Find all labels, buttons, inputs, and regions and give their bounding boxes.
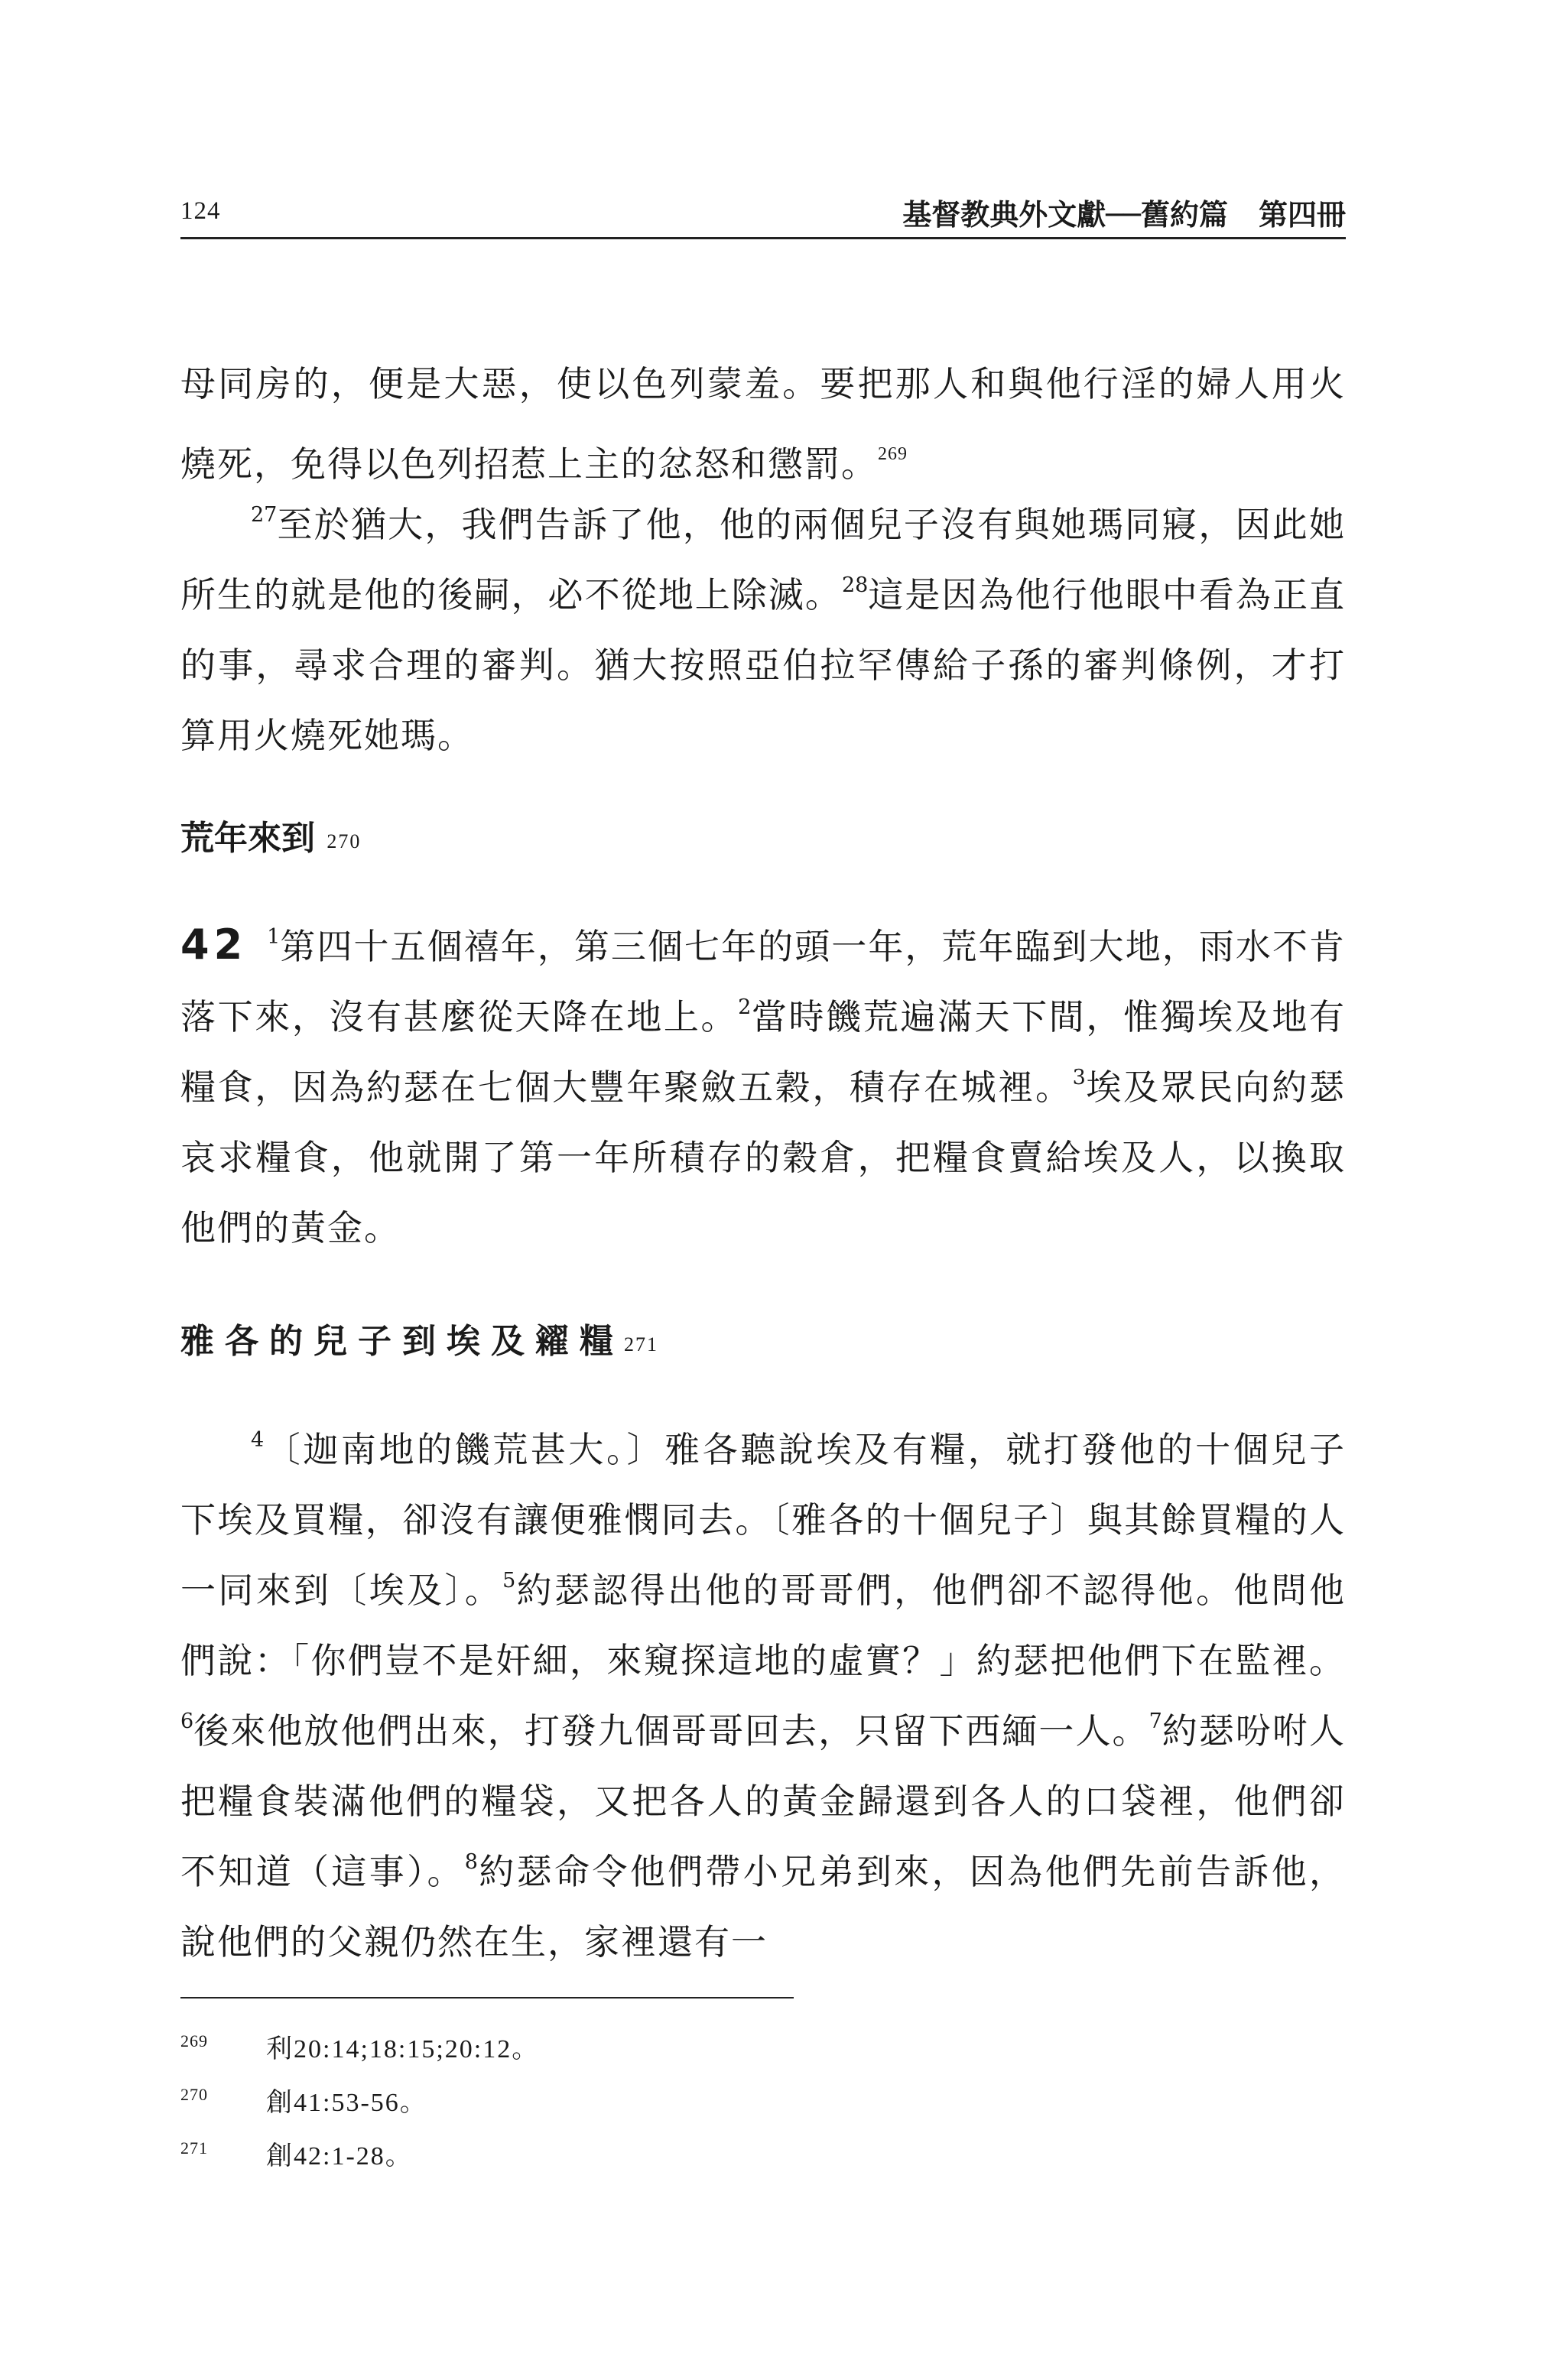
verse-number-28: 28	[841, 573, 869, 597]
verse-number-8: 8	[464, 1850, 478, 1874]
paragraph-continuation	[180, 349, 1346, 499]
running-head	[902, 191, 1346, 233]
running-title: 基督教典外文獻──舊約篇	[902, 198, 1228, 232]
section-heading-famine	[180, 810, 361, 859]
verse-1-text: 第四十五個禧年，第三個七年的頭一年，荒年臨到大地，雨水不肯落下來，沒有甚麼從天降在地上。	[180, 926, 1346, 1037]
page-header	[180, 191, 1346, 239]
section-heading-jacobs-sons	[180, 1313, 658, 1362]
verse-4-text: 〔迦南地的饑荒甚大。〕雅各聽說埃及有糧，就打發他的十個兒子下埃及買糧，卻沒有讓便雅憫同去。〔雅各的十個兒子〕與其餘買糧的人一同來到〔埃及〕。	[180, 1429, 1346, 1611]
verse-number-7: 7	[1149, 1710, 1162, 1733]
verse-2-text: 當時饑荒遍滿天下間，惟獨埃及地有糧食，因為約瑟在七個大豐年聚斂五穀，積存在城裡。	[180, 996, 1347, 1108]
verse-27-text: 至於猶大，我們告訴了他，他的兩個兒子沒有與她瑪同寢，因此她所生的就是他的後嗣，必不從地上除滅。	[180, 504, 1346, 615]
verse-28-text: 這是因為他行他眼中看為正直的事，尋求合理的審判。猶大按照亞伯拉罕傳給子孫的審判條例，才打算用火燒死她瑪。	[180, 574, 1347, 756]
verse-number-1: 1	[267, 925, 281, 949]
verse-number-4: 4	[251, 1428, 265, 1452]
verse-5-text: 約瑟認得出他的哥哥們，他們卻不認得他。他問他們說：「你們豈不是奸細，來窺探這地的虛實？」約瑟把他們下在監裡。	[180, 1570, 1347, 1681]
footnote-ref-271: 271	[624, 1333, 658, 1356]
chapter-number: 42	[180, 921, 248, 969]
footnote-text: 創41:53-56。	[266, 2089, 427, 2117]
volume-label: 第四冊	[1258, 198, 1346, 232]
section-title: 雅各的兒子到埃及糴糧	[180, 1322, 624, 1361]
footnote-text: 創42:1-28。	[266, 2142, 413, 2171]
header-rule	[180, 237, 1346, 239]
verse-number-27: 27	[251, 503, 278, 527]
verse-8-text: 約瑟命令他們帶小兄弟到來，因為他們先前告訴他，說他們的父親仍然在生，家裡還有一	[180, 1851, 1347, 1963]
verse-number-3: 3	[1072, 1066, 1086, 1089]
paragraph-verses-4-8	[180, 1414, 1346, 1977]
verse-7-text: 約瑟吩咐人把糧食裝滿他們的糧袋，又把各人的黃金歸還到各人的口袋裡，他們卻不知道（這事）。	[180, 1710, 1347, 1892]
page-number: 124	[180, 197, 221, 225]
section-title: 荒年來到	[180, 819, 315, 858]
footnote-marker: 269	[180, 2031, 208, 2050]
paragraph-text: 母同房的，便是大惡，使以色列蒙羞。要把那人和與他行淫的婦人用火燒死，免得以色列招惹上主的忿怒和懲罰。	[180, 363, 1346, 485]
footnote-ref-269: 269	[878, 444, 908, 464]
footnote-ref-270: 270	[327, 830, 362, 852]
footnote-rule	[180, 1997, 794, 1998]
footnote-marker: 271	[180, 2138, 208, 2158]
verse-number-6: 6	[180, 1710, 194, 1733]
footnote-270	[180, 2080, 427, 2119]
paragraph-verses-27-28	[180, 489, 1346, 771]
footnote-271	[180, 2133, 413, 2172]
footnote-marker: 270	[180, 2085, 208, 2104]
verse-number-2: 2	[738, 995, 752, 1019]
verse-number-5: 5	[502, 1569, 516, 1593]
footnote-text: 利20:14;18:15;20:12。	[266, 2035, 540, 2063]
verse-3-text: 埃及眾民向約瑟哀求糧食，他就開了第一年所積存的穀倉，把糧食賣給埃及人，以換取他們的黃金。	[180, 1067, 1347, 1248]
verse-6-text: 後來他放他們出來，打發九個哥哥回去，只留下西緬一人。	[193, 1710, 1149, 1752]
paragraph-chapter-42	[180, 910, 1346, 1263]
footnote-269	[180, 2026, 539, 2065]
